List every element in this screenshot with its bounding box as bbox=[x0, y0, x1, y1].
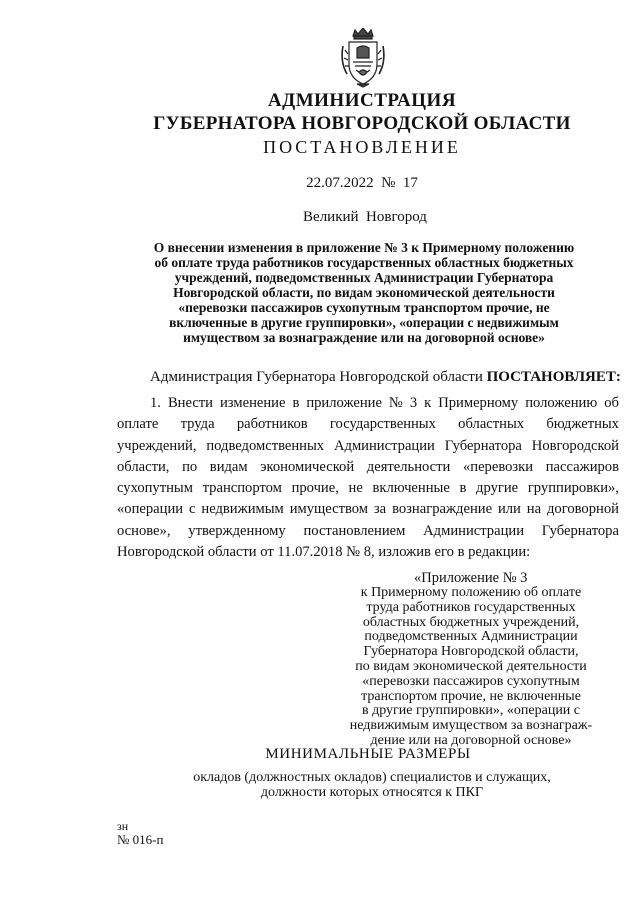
date-and-number: 22.07.2022 № 17 bbox=[306, 175, 418, 191]
annex-line: подведомственных Администрации bbox=[364, 629, 578, 645]
body-word: Администрации bbox=[423, 522, 525, 539]
body-word: подведомственных bbox=[206, 437, 325, 454]
annex-line: труда работников государственных bbox=[366, 599, 576, 615]
body-word: в bbox=[292, 395, 300, 411]
annex-line: дение или на договорной основе» bbox=[370, 732, 572, 748]
subject-line: учреждений, подведомственных Администрации Губернатора bbox=[174, 270, 554, 285]
body-word: утвержденному bbox=[188, 522, 286, 539]
body-word: договорной bbox=[546, 501, 619, 518]
body-line-text: Новгородской области от 11.07.2018 № 8, изложив его в редакции: bbox=[117, 544, 531, 561]
body-word: «операции bbox=[117, 501, 184, 518]
body-line bbox=[117, 436, 619, 457]
section-subtitle-line: должности которых относятся к ПКГ bbox=[260, 785, 484, 800]
body-line bbox=[117, 521, 619, 542]
body-line bbox=[117, 414, 619, 435]
section-title: МИНИМАЛЬНЫЕ РАЗМЕРЫ bbox=[265, 746, 471, 762]
annex-line: по видам экономической деятельности bbox=[355, 658, 587, 674]
body-line bbox=[117, 499, 619, 520]
body-word: недвижимым bbox=[201, 501, 284, 518]
annex-line: Губернатора Новгородской области, bbox=[363, 644, 579, 660]
body-word: основе», bbox=[117, 522, 171, 539]
body-word: экономической bbox=[260, 458, 355, 475]
body-line bbox=[117, 393, 619, 414]
subject-line: включенные в другие группировки», «операции с недвижимым bbox=[169, 315, 559, 330]
resolution-statement bbox=[150, 369, 621, 386]
body-word: сухопутным bbox=[117, 480, 193, 497]
annex-line: областных бюджетных учреждений, bbox=[362, 614, 580, 630]
body-word: к bbox=[424, 395, 432, 411]
body-word: вознаграждение bbox=[392, 501, 493, 518]
body-word: Администрации bbox=[333, 437, 435, 454]
org-name-line1: АДМИНИСТРАЦИЯ bbox=[267, 90, 457, 111]
body-word: не bbox=[348, 480, 363, 497]
resolution-keyword: ПОСТАНОВЛЯЕТ: bbox=[486, 369, 621, 385]
coat-of-arms-icon bbox=[339, 28, 387, 88]
annex-line: к Примерному положению об оплате bbox=[360, 585, 582, 600]
section-subtitle-line: окладов (должностных окладов) специалистов и служащих, bbox=[193, 770, 551, 785]
footer-doc-number: № 016-п bbox=[117, 832, 164, 847]
body-word: с bbox=[189, 501, 196, 518]
body-word: Внести bbox=[167, 395, 213, 411]
body-word: 3 bbox=[409, 395, 418, 411]
place-of-issue: Великий Новгород bbox=[303, 209, 427, 225]
body-word: областных bbox=[458, 416, 525, 433]
annex-line: транспортом прочие, не включенные bbox=[361, 688, 581, 704]
body-word: на bbox=[526, 501, 542, 518]
body-word: Губернатора bbox=[444, 437, 522, 454]
body-line bbox=[117, 542, 619, 563]
body-word: пассажиров bbox=[545, 458, 619, 475]
body-line bbox=[117, 478, 619, 499]
body-word: государственных bbox=[329, 416, 436, 433]
body-word: или bbox=[497, 501, 521, 518]
body-word: бюджетных bbox=[546, 416, 619, 433]
body-word: прочие, bbox=[291, 480, 339, 497]
document-subject bbox=[104, 240, 624, 345]
body-word: по bbox=[182, 458, 198, 475]
resolution-text: Администрация Губернатора Новгородской области bbox=[150, 369, 487, 385]
body-word: 1. bbox=[150, 395, 161, 411]
body-word: включенные bbox=[372, 480, 450, 497]
body-word: Примерному bbox=[438, 395, 519, 411]
annex-line: «перевозки пассажиров сухопутным bbox=[362, 673, 580, 689]
annex-line: в другие группировки», «операции с bbox=[361, 703, 581, 719]
subject-line: О внесении изменения в приложение № 3 к Примерному положению bbox=[153, 240, 575, 255]
body-word: об bbox=[604, 395, 619, 411]
body-word: области, bbox=[117, 458, 170, 475]
annex-line: недвижимым имуществом за вознаграж- bbox=[349, 718, 593, 734]
subject-line: имуществом за вознаграждение или на договорной основе» bbox=[183, 330, 545, 345]
body-word: за bbox=[373, 501, 387, 518]
body-word: положению bbox=[525, 395, 598, 411]
body-line bbox=[117, 457, 619, 478]
body-word: учреждений, bbox=[117, 437, 197, 454]
body-word: в bbox=[459, 480, 467, 497]
body-word: изменение bbox=[219, 395, 286, 411]
section-subtitle bbox=[162, 770, 582, 800]
body-word: Губернатора bbox=[541, 522, 619, 539]
body-word: № bbox=[388, 395, 403, 411]
annex-title: «Приложение № 3 bbox=[414, 570, 528, 586]
subject-line: об оплате труда работников государственных областных бюджетных bbox=[154, 255, 574, 270]
body-word: труда bbox=[180, 416, 215, 433]
body-word: группировки», bbox=[527, 480, 619, 497]
body-word: приложение bbox=[306, 395, 382, 411]
body-word: другие bbox=[476, 480, 519, 497]
body-word: имуществом bbox=[289, 501, 369, 518]
subject-line: Новгородской области, по видам экономической деятельности bbox=[173, 285, 555, 300]
body-word: деятельности bbox=[366, 458, 451, 475]
body-word: видам bbox=[209, 458, 248, 475]
body-word: транспортом bbox=[202, 480, 282, 497]
body-word: оплате bbox=[117, 416, 159, 433]
annex-reference bbox=[341, 586, 601, 749]
body-paragraph bbox=[117, 393, 619, 563]
org-name-line2: ГУБЕРНАТОРА НОВГОРОДСКОЙ ОБЛАСТИ bbox=[153, 113, 571, 134]
footer-mark: зн bbox=[117, 819, 129, 833]
body-word: Новгородской bbox=[531, 437, 619, 454]
document-type: ПОСТАНОВЛЕНИЕ bbox=[263, 137, 461, 157]
body-word: работников bbox=[236, 416, 308, 433]
subject-line: «перевозки пассажиров сухопутным транспортом прочие, не bbox=[178, 300, 550, 315]
body-word: постановлением bbox=[303, 522, 406, 539]
body-word: «перевозки bbox=[462, 458, 534, 475]
